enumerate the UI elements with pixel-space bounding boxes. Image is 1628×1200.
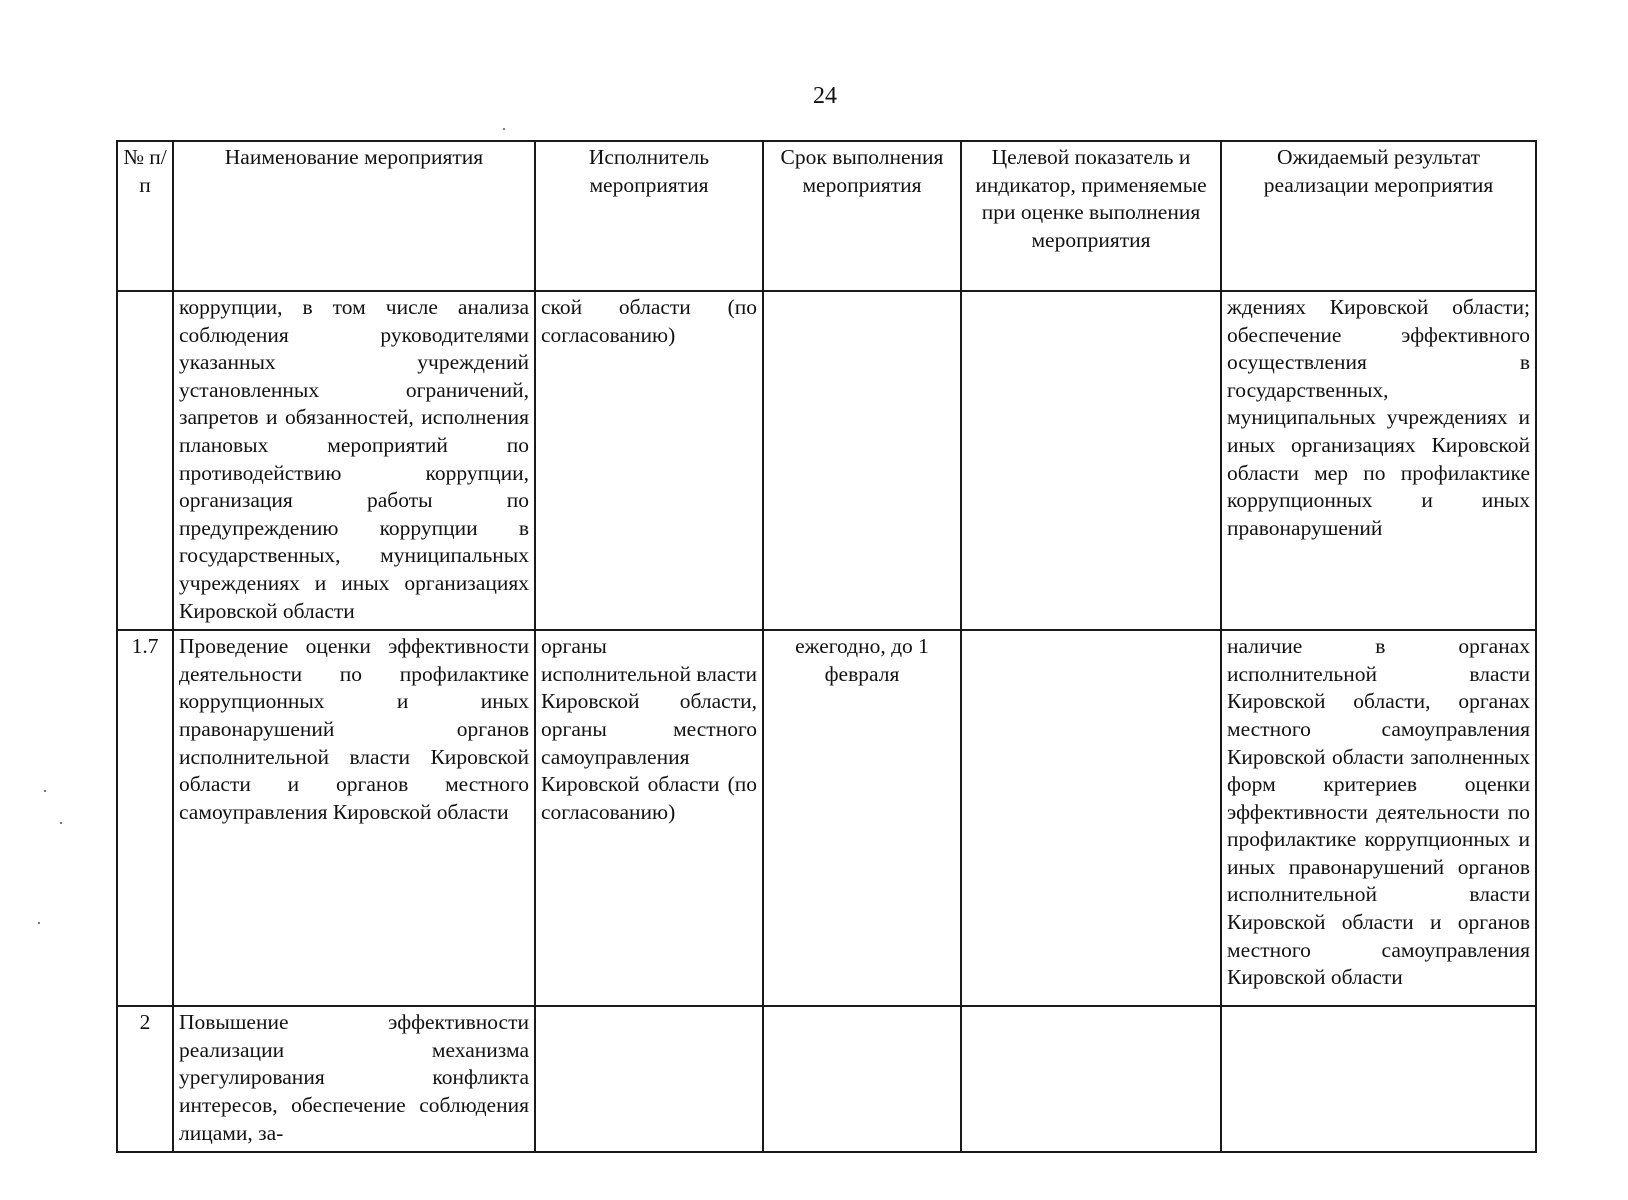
cell-num: 1.7 (117, 630, 173, 1006)
cell-result: наличие в органах исполнительной власти Кировской области, органах местного самоуправления Кировской области заполненных форм критериев оценки эффективности деятельности по профилактике коррупционных и иных правонарушений органов исполнительной власти Кировской области и органов местного самоуправления Кировской области (1221, 630, 1536, 1006)
measures-table (116, 140, 1537, 1153)
cell-name: коррупции, в том числе анализа соблюдения руководителями указанных учреждений установленных ограничений, запретов и обязанностей, исполнения плановых мероприятий по противодействию коррупции, организация работы по предупреждению коррупции в государственных, муниципальных учреждениях и иных организациях Кировской области (173, 291, 535, 630)
table-header (117, 141, 1536, 291)
header-target: Целевой показатель и индикатор, применяемые при оценке выполнения мероприятия (961, 141, 1221, 291)
cell-num (117, 291, 173, 630)
cell-term: ежегодно, до 1 февраля (763, 630, 961, 1006)
cell-name: Проведение оценки эффективности деятельности по профилактике коррупционных и иных правонарушений органов исполнительной власти Кировской области и органов местного самоуправления Кировской области (173, 630, 535, 1006)
cell-target (961, 291, 1221, 630)
cell-term (763, 291, 961, 630)
header-num: № п/п (117, 141, 173, 291)
table-row (117, 291, 1536, 630)
scan-speck (503, 128, 505, 130)
cell-name: Повышение эффективности реализации механизма урегулирования конфликта интересов, обеспечение соблюдения лицами, за- (173, 1006, 535, 1152)
cell-result (1221, 1006, 1536, 1152)
cell-target (961, 1006, 1221, 1152)
cell-executor: ской области (по согласованию) (535, 291, 763, 630)
cell-executor (535, 1006, 763, 1152)
cell-executor: органы исполнительной власти Кировской области, органы местного самоуправления Кировской области (по согласованию) (535, 630, 763, 1006)
table-row (117, 630, 1536, 1006)
header-term: Срок выполнения мероприятия (763, 141, 961, 291)
cell-result: ждениях Кировской области; обеспечение эффективного осуществления в государственных, муниципальных учреждениях и иных организациях Кировской области мер по профилактике коррупционных и иных правонарушений (1221, 291, 1536, 630)
header-result: Ожидаемый результат реализации мероприятия (1221, 141, 1536, 291)
header-executor: Исполнитель мероприятия (535, 141, 763, 291)
header-name: Наименование мероприятия (173, 141, 535, 291)
cell-term (763, 1006, 961, 1152)
scan-speck (60, 822, 62, 824)
table-body (117, 291, 1536, 1152)
cell-num: 2 (117, 1006, 173, 1152)
header-row (117, 141, 1536, 291)
scan-speck (44, 790, 46, 792)
scan-speck (38, 922, 40, 924)
page-number: 24 (813, 83, 837, 109)
table-row (117, 1006, 1536, 1152)
cell-target (961, 630, 1221, 1006)
